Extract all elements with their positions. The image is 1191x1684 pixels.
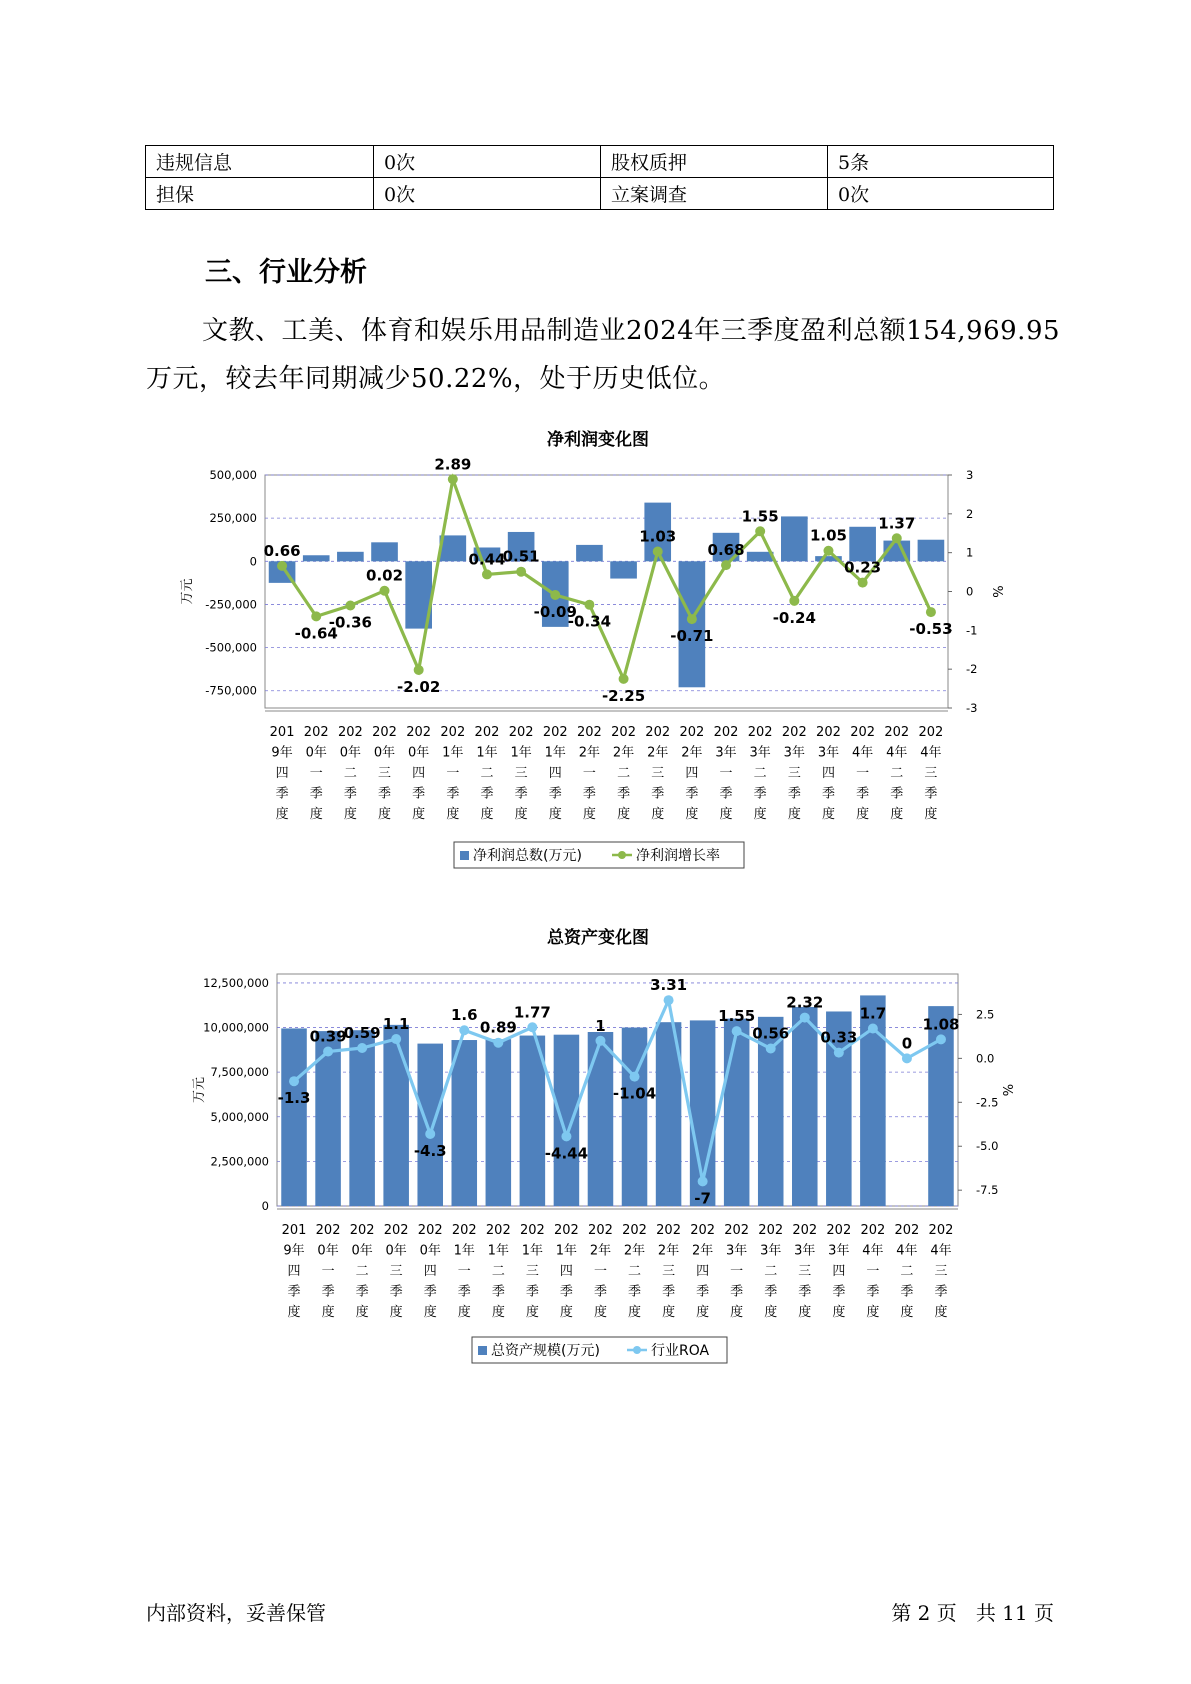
bar — [281, 1028, 307, 1206]
line-point — [936, 1034, 946, 1044]
line-point — [345, 600, 355, 610]
data-label: 1 — [595, 1016, 606, 1035]
bar — [792, 1007, 818, 1206]
line-point — [380, 586, 390, 596]
line-point — [664, 995, 674, 1005]
y2-tick-label: -7.5 — [976, 1183, 999, 1198]
legend-bar-label: 净利润总数(万元) — [473, 848, 582, 864]
legend-line-label: 行业ROA — [651, 1343, 710, 1359]
x-tick-label: 202 0年三季度 — [372, 725, 397, 822]
line-point — [561, 1131, 571, 1141]
data-label: -0.34 — [567, 612, 612, 631]
line-point — [357, 1043, 367, 1053]
y2-tick-label: -2.5 — [976, 1095, 999, 1110]
x-tick-label: 202 4年三季度 — [918, 725, 944, 822]
legend-line-marker — [633, 1346, 641, 1354]
data-label: -4.3 — [413, 1141, 447, 1160]
x-tick-label: 202 3年二季度 — [747, 725, 773, 822]
data-label: 0.66 — [263, 541, 301, 560]
data-label: 0.56 — [752, 1024, 790, 1043]
line-point — [493, 1038, 503, 1048]
x-tick-label: 202 1年三季度 — [508, 725, 534, 822]
y2-axis-title: % — [992, 585, 1007, 598]
data-label: 1.55 — [741, 507, 779, 526]
x-tick-label: 202 2年二季度 — [622, 1223, 647, 1320]
footer-page-number: 第 2 页 共 11 页 — [891, 1601, 1054, 1625]
data-label: -1.3 — [277, 1089, 311, 1108]
y2-tick-label: 2 — [966, 506, 974, 521]
line-point — [323, 1047, 333, 1057]
table-cell: 立案调查 — [601, 178, 828, 210]
section-title: 三、行业分析 — [205, 257, 367, 288]
bar — [781, 516, 808, 561]
y2-tick-label: -5.0 — [976, 1139, 999, 1154]
bar — [486, 1039, 512, 1206]
line-point — [584, 600, 594, 610]
data-label: 0.39 — [309, 1027, 347, 1046]
y-tick-label: 0 — [249, 554, 257, 569]
data-label: 2.89 — [434, 455, 472, 474]
chart-title: 总资产变化图 — [547, 928, 649, 948]
data-label: 2.32 — [786, 993, 824, 1012]
legend-line-marker — [618, 851, 626, 859]
data-label: -0.09 — [533, 602, 577, 621]
y-tick-label: 0 — [261, 1199, 269, 1213]
y-tick-label: 2,500,000 — [210, 1154, 269, 1169]
bar — [724, 1019, 750, 1206]
line-point — [926, 607, 936, 617]
x-tick-label: 202 0年一季度 — [315, 1223, 341, 1320]
line-point — [595, 1036, 605, 1046]
bar — [452, 1040, 478, 1206]
data-label: -7 — [694, 1189, 711, 1208]
data-label: 0.68 — [707, 541, 745, 560]
data-label: 1.6 — [450, 1006, 478, 1025]
x-tick-label: 202 2年三季度 — [645, 725, 671, 822]
x-tick-label: 202 3年二季度 — [758, 1223, 784, 1320]
x-tick-label: 201 9年四季度 — [269, 725, 295, 822]
data-label: 1.03 — [639, 527, 677, 546]
table-cell: 股权质押 — [601, 146, 828, 178]
x-tick-label: 201 9年四季度 — [281, 1223, 307, 1320]
line-point — [698, 1176, 708, 1186]
bar — [349, 1030, 375, 1206]
line-point — [619, 674, 629, 684]
table-row — [146, 146, 1054, 178]
legend-bar-swatch — [478, 1346, 487, 1355]
x-tick-label: 202 2年一季度 — [577, 725, 602, 822]
bar — [417, 1044, 443, 1206]
data-label: 1.37 — [878, 514, 916, 533]
data-label: 0.33 — [820, 1028, 858, 1047]
x-tick-label: 202 4年三季度 — [928, 1223, 954, 1320]
footer-confidential: 内部资料，妥善保管 — [146, 1601, 326, 1625]
analysis-paragraph: 文教、工美、体育和娱乐用品制造业2024年三季度盈利总额154,969.95万元，较去年同期减少50.22%，处于历史低位。 — [146, 316, 1061, 394]
table-cell: 违规信息 — [146, 146, 374, 178]
x-tick-label: 202 1年四季度 — [554, 1223, 579, 1320]
bar — [610, 561, 637, 578]
line-point — [482, 569, 492, 579]
data-label: 0 — [901, 1034, 913, 1053]
x-tick-label: 202 4年二季度 — [884, 725, 910, 822]
line-point — [630, 1072, 640, 1082]
y-axis-title: 万元 — [192, 1076, 207, 1104]
x-tick-label: 202 3年四季度 — [826, 1223, 852, 1320]
y-tick-label: 250,000 — [209, 511, 257, 526]
data-label: -0.71 — [670, 627, 714, 646]
risk-info-table — [145, 145, 1054, 210]
y-tick-label: 5,000,000 — [210, 1109, 269, 1124]
x-tick-label: 202 3年三季度 — [792, 1223, 818, 1320]
table-cell: 5条 — [828, 146, 1054, 178]
line-point — [516, 567, 526, 577]
y-tick-label: 10,000,000 — [203, 1020, 269, 1035]
line-point — [766, 1044, 776, 1054]
bar — [679, 561, 706, 687]
data-label: -0.53 — [909, 620, 953, 639]
legend-bar-swatch — [460, 851, 469, 860]
data-label: 1.55 — [718, 1007, 756, 1026]
line-point — [414, 665, 424, 675]
net-profit-chart — [0, 425, 1191, 889]
x-tick-label: 202 0年四季度 — [417, 1223, 443, 1320]
x-tick-label: 202 3年三季度 — [781, 725, 807, 822]
x-tick-label: 202 2年三季度 — [656, 1223, 681, 1320]
line-point — [755, 526, 765, 536]
y2-tick-label: -1 — [966, 623, 978, 638]
x-tick-label: 202 0年二季度 — [337, 725, 363, 822]
table-row — [146, 178, 1054, 210]
x-tick-label: 202 1年三季度 — [519, 1223, 545, 1320]
data-label: 0.02 — [366, 566, 404, 585]
line-point — [653, 547, 663, 557]
bar — [918, 540, 945, 562]
y2-tick-label: 1 — [966, 545, 974, 560]
data-label: 1.7 — [859, 1004, 887, 1023]
x-tick-label: 202 0年三季度 — [383, 1223, 409, 1320]
data-label: 0.23 — [844, 558, 882, 577]
data-label: -1.04 — [612, 1084, 657, 1103]
y-tick-label: 500,000 — [209, 468, 257, 482]
data-label: 1.08 — [922, 1015, 960, 1034]
line-point — [425, 1129, 435, 1139]
line-point — [823, 546, 833, 556]
bar — [337, 552, 364, 561]
x-tick-label: 202 1年四季度 — [542, 725, 568, 822]
line-point — [527, 1022, 537, 1032]
legend-line-label: 净利润增长率 — [636, 848, 720, 864]
x-tick-label: 202 0年一季度 — [303, 725, 329, 822]
bar — [849, 527, 876, 562]
data-label: 3.31 — [650, 976, 688, 995]
line-point — [550, 590, 560, 600]
x-tick-label: 202 4年一季度 — [860, 1223, 886, 1320]
table-cell: 0次 — [374, 178, 601, 210]
bar — [588, 1032, 614, 1206]
x-tick-label: 202 4年一季度 — [850, 725, 876, 822]
line-point — [789, 596, 799, 606]
data-label: 1.1 — [382, 1015, 410, 1034]
bar — [303, 555, 330, 561]
data-label: -2.25 — [601, 686, 646, 705]
x-tick-label: 202 1年二季度 — [474, 725, 500, 822]
x-tick-label: 202 3年四季度 — [816, 725, 841, 822]
line-point — [687, 614, 697, 624]
table-cell: 0次 — [374, 146, 601, 178]
x-tick-label: 202 0年四季度 — [406, 725, 432, 822]
x-tick-label: 202 2年四季度 — [690, 1223, 716, 1320]
x-tick-label: 202 2年二季度 — [611, 725, 636, 822]
data-label: -0.24 — [772, 608, 816, 627]
bar — [576, 545, 603, 561]
data-label: -0.36 — [328, 613, 372, 632]
total-assets-chart — [0, 920, 1191, 1384]
y2-tick-label: 0.0 — [976, 1051, 995, 1066]
plot-area — [265, 475, 948, 708]
table-cell: 0次 — [828, 178, 1054, 210]
data-label: 1.77 — [513, 1003, 551, 1022]
x-tick-label: 202 4年二季度 — [894, 1223, 920, 1320]
line-point — [448, 474, 458, 484]
line-point — [277, 561, 287, 571]
y2-tick-label: 0 — [966, 584, 974, 599]
table-cell: 担保 — [146, 178, 374, 210]
data-label: -0.64 — [294, 624, 338, 643]
x-tick-label: 202 1年一季度 — [451, 1223, 477, 1320]
y-axis-title: 万元 — [180, 578, 195, 605]
data-label: 0.44 — [468, 550, 506, 569]
line-point — [732, 1026, 742, 1036]
bar — [371, 542, 398, 561]
x-tick-label: 202 0年二季度 — [349, 1223, 375, 1320]
x-tick-label: 202 2年一季度 — [588, 1223, 613, 1320]
line-point — [391, 1034, 401, 1044]
data-label: 0.51 — [502, 547, 540, 566]
x-tick-label: 202 3年一季度 — [713, 725, 739, 822]
total-assets-chart-svg — [0, 920, 1191, 1380]
bar — [383, 1025, 409, 1206]
data-label: -2.02 — [397, 677, 441, 696]
net-profit-chart-svg — [0, 425, 1191, 885]
line-point — [858, 578, 868, 588]
line-point — [892, 533, 902, 543]
data-label: 1.05 — [809, 526, 847, 545]
line-point — [800, 1013, 810, 1023]
x-tick-label: 202 2年四季度 — [679, 725, 705, 822]
y2-tick-label: 2.5 — [976, 1007, 995, 1022]
y2-tick-label: 3 — [966, 468, 974, 482]
data-label: -4.44 — [544, 1144, 589, 1163]
x-tick-label: 202 1年一季度 — [440, 725, 466, 822]
y-tick-label: -750,000 — [205, 683, 257, 698]
data-label: 0.59 — [343, 1023, 381, 1042]
y2-tick-label: -2 — [966, 662, 978, 677]
line-point — [902, 1053, 912, 1063]
line-point — [459, 1025, 469, 1035]
legend-bar-label: 总资产规模(万元) — [491, 1343, 600, 1359]
y-tick-label: 12,500,000 — [203, 975, 269, 990]
y-tick-label: -250,000 — [205, 597, 257, 612]
x-tick-label: 202 3年一季度 — [724, 1223, 750, 1320]
line-point — [721, 560, 731, 570]
data-label: 0.89 — [479, 1018, 517, 1037]
line-point — [311, 611, 321, 621]
y2-axis-title: % — [1002, 1083, 1017, 1097]
bar — [554, 1035, 580, 1206]
y2-tick-label: -3 — [966, 701, 978, 715]
chart-title: 净利润变化图 — [547, 430, 649, 450]
y-tick-label: 7,500,000 — [210, 1065, 269, 1080]
line-point — [289, 1076, 299, 1086]
line-point — [834, 1048, 844, 1058]
y-tick-label: -500,000 — [205, 640, 257, 655]
x-tick-label: 202 1年二季度 — [485, 1223, 511, 1320]
line-point — [868, 1023, 878, 1033]
